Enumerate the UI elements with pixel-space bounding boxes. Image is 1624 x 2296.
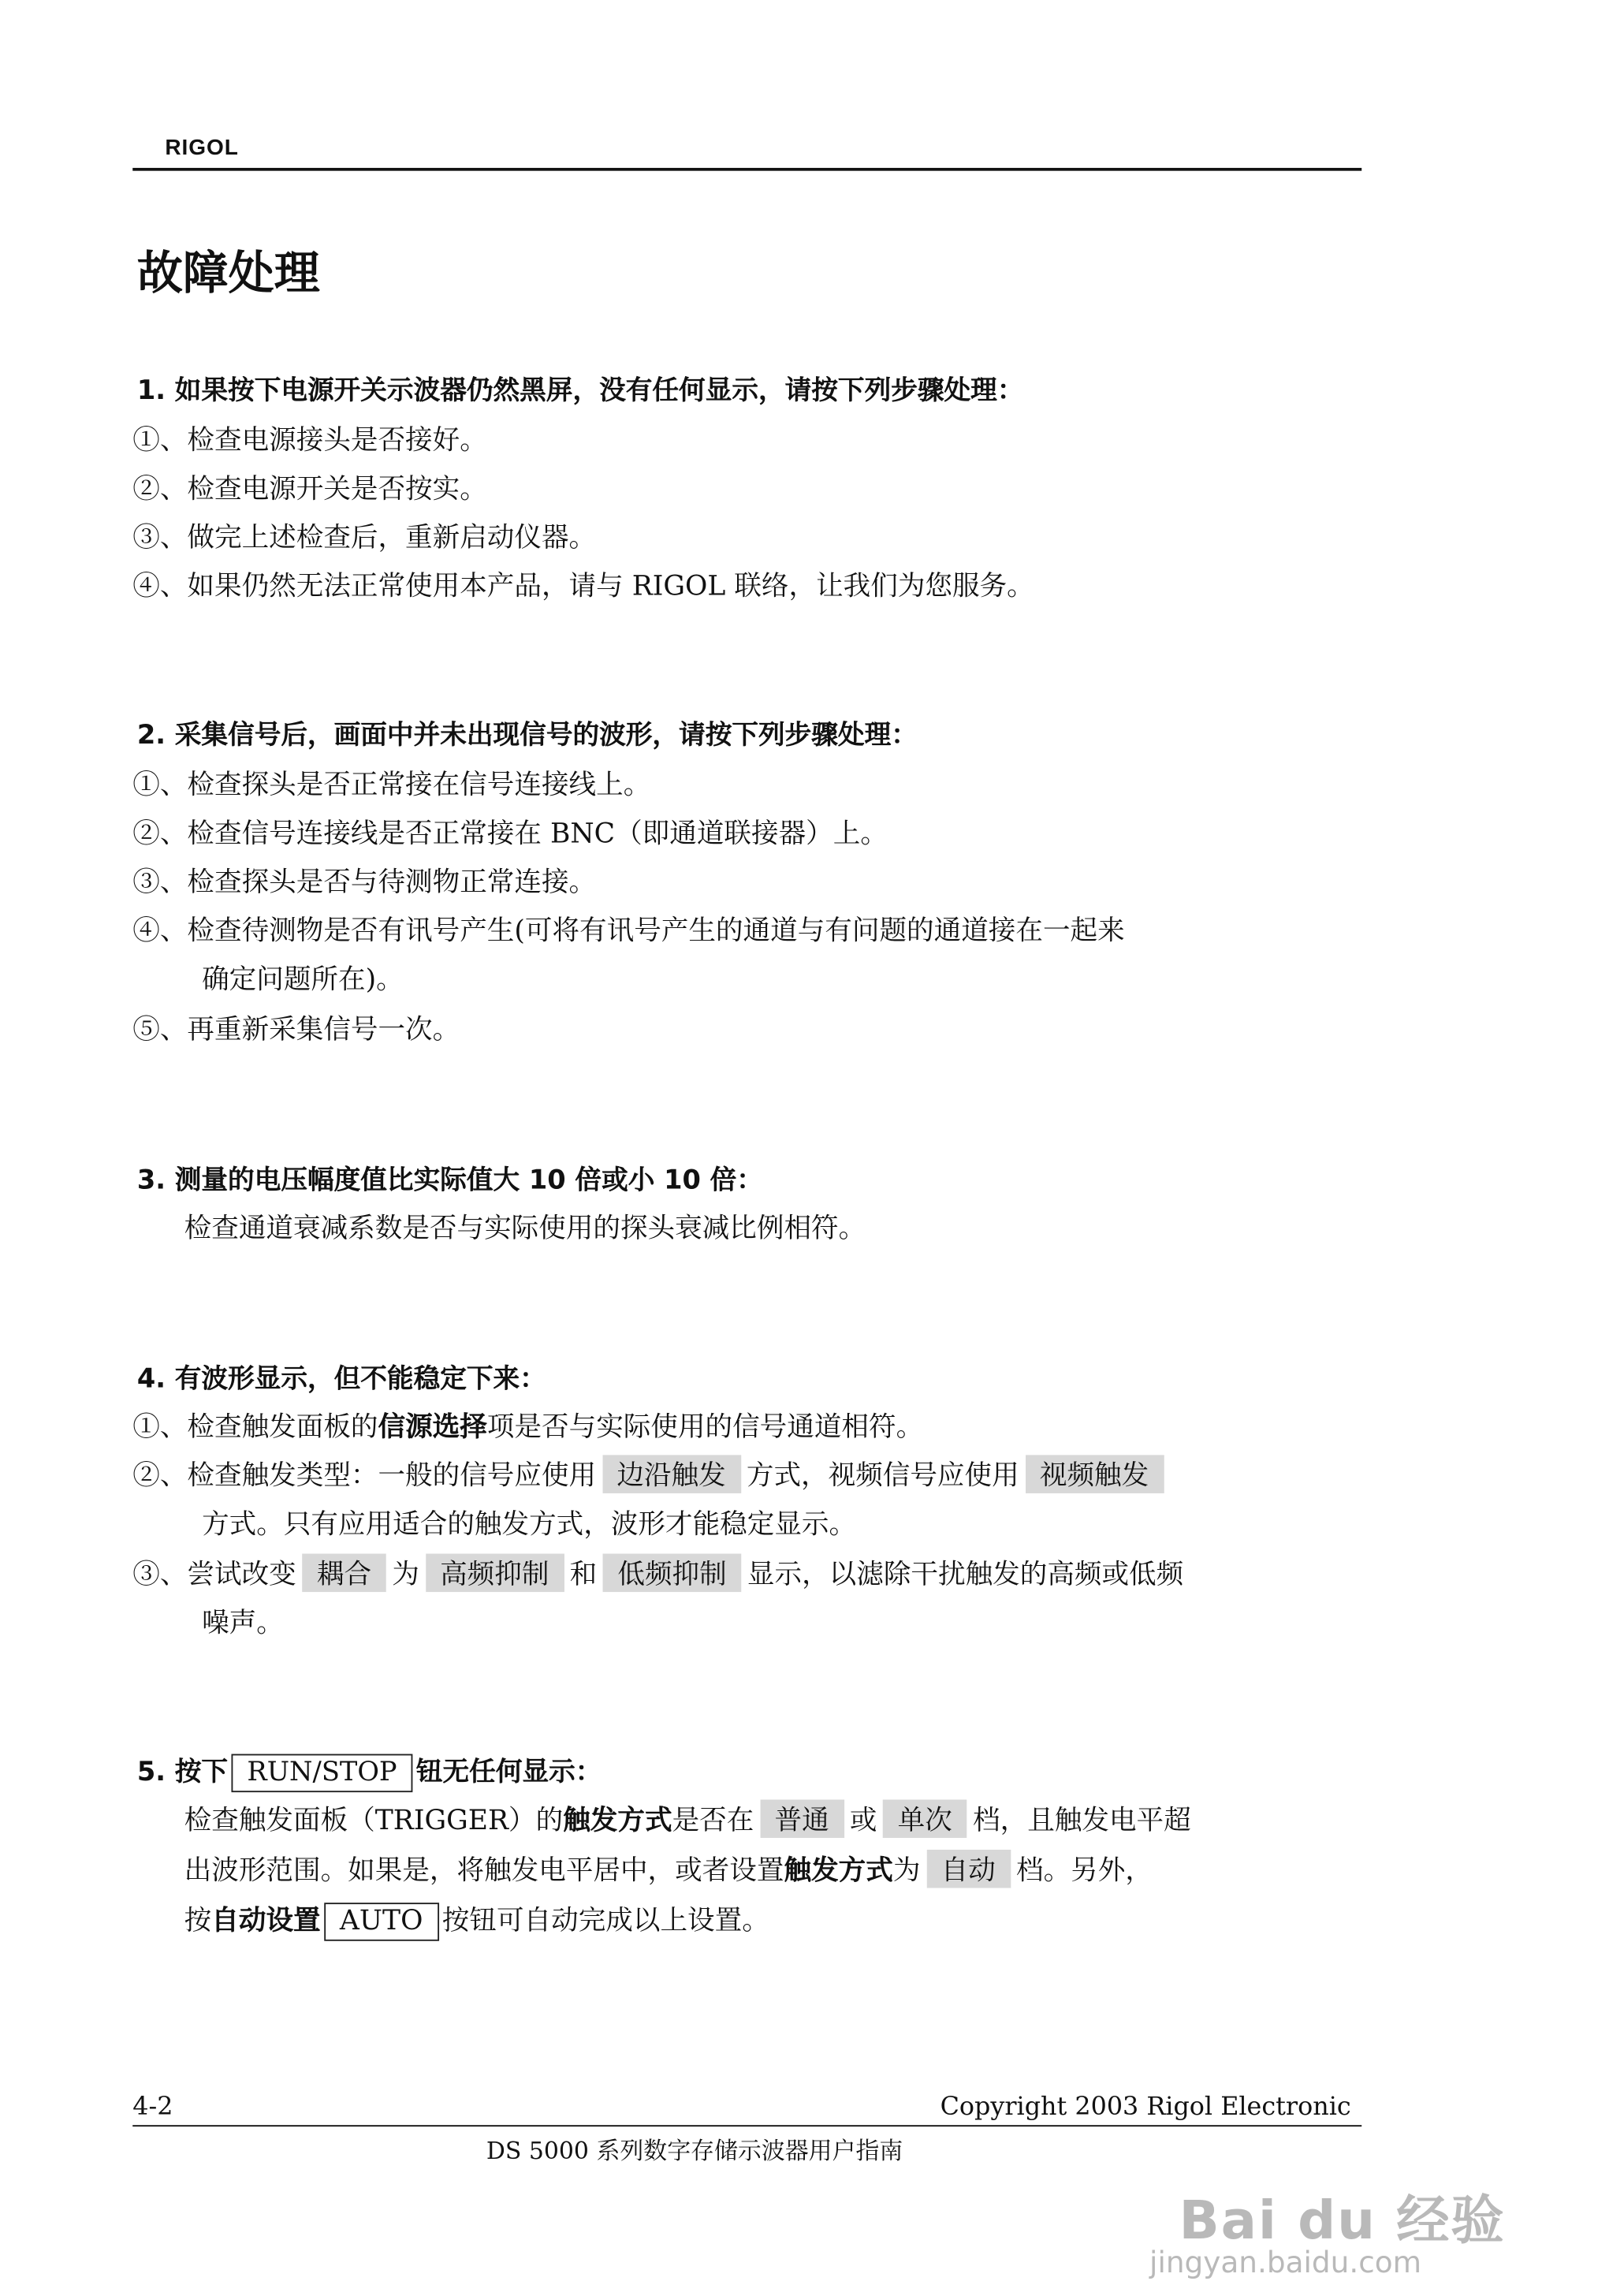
softkey-label: 边沿触发 (602, 1455, 741, 1493)
section-1-heading: 1. 如果按下电源开关示波器仍然黑屏，没有任何显示，请按下列步骤处理： (136, 375, 1024, 407)
section-2-item: ⑤、再重新采集信号一次。 (132, 1014, 460, 1046)
section-5-heading: 5. 按下 RUN/STOP 钮无任何显示： (137, 1751, 602, 1792)
softkey-label: 低频抑制 (603, 1554, 742, 1593)
section-4-item-3: ③、尝试改变 耦合 为 高频抑制 和 低频抑制 显示，以滤除干扰触发的高频或低频 (132, 1554, 1183, 1593)
section-5-line-3: 按自动设置 AUTO 按钮可自动完成以上设置。 (184, 1899, 769, 1940)
softkey-label: 视频触发 (1025, 1455, 1164, 1493)
section-5-line-1: 检查触发面板（TRIGGER）的触发方式是否在 普通 或 单次 档，且触发电平超 (184, 1799, 1191, 1838)
section-5-line-2: 出波形范围。如果是，将触发电平居中，或者设置触发方式为 自动 档。另外， (184, 1850, 1153, 1888)
watermark-url: jingyan.baidu.com (1149, 2244, 1422, 2280)
section-4-item-2-cont: 方式。只有应用适合的触发方式，波形才能稳定显示。 (202, 1509, 857, 1541)
auto-key-label: AUTO (323, 1903, 439, 1941)
brand-header: RIGOL (165, 135, 239, 161)
section-1-item: ①、检查电源接头是否接好。 (132, 425, 487, 457)
softkey-label: 单次 (883, 1799, 967, 1838)
section-4-item-2: ②、检查触发类型：一般的信号应使用 边沿触发 方式，视频信号应使用 视频触发 (132, 1455, 1169, 1493)
section-4-item-1: ①、检查触发面板的信源选择项是否与实际使用的信号通道相符。 (132, 1412, 924, 1444)
section-2-item: ③、检查探头是否与待测物正常连接。 (132, 867, 597, 899)
manual-title: DS 5000 系列数字存储示波器用户指南 (486, 2137, 903, 2165)
section-2-item: ②、检查信号连接线是否正常接在 BNC（即通道联接器）上。 (132, 818, 888, 850)
copyright-text: Copyright 2003 Rigol Electronic (940, 2093, 1351, 2123)
footer-rule (132, 2125, 1361, 2126)
section-3-text: 检查通道衰减系数是否与实际使用的探头衰减比例相符。 (184, 1213, 866, 1245)
run-stop-key-label: RUN/STOP (231, 1754, 413, 1793)
section-4-heading: 4. 有波形显示，但不能稳定下来： (136, 1363, 546, 1395)
page-number: 4-2 (132, 2093, 173, 2123)
section-2-heading: 2. 采集信号后，画面中并未出现信号的波形，请按下列步骤处理： (136, 720, 918, 751)
softkey-label: 高频抑制 (425, 1554, 564, 1593)
softkey-label: 普通 (760, 1799, 844, 1838)
section-1-item: ④、如果仍然无法正常使用本产品，请与 RIGOL 联络，让我们为您服务。 (132, 571, 1034, 602)
page-title: 故障处理 (136, 247, 320, 301)
section-3-heading: 3. 测量的电压幅度值比实际值大 10 倍或小 10 倍： (136, 1165, 763, 1196)
section-2-item-cont: 确定问题所在)。 (202, 964, 404, 996)
section-2-item: ④、检查待测物是否有讯号产生(可将有讯号产生的通道与有问题的通道接在一起来 (132, 915, 1125, 947)
section-4-item-3-cont: 噪声。 (202, 1608, 284, 1639)
baidu-jingyan-watermark-logo: Bai du 经验 (1179, 2191, 1506, 2252)
section-1-item: ②、检查电源开关是否按实。 (132, 474, 487, 505)
softkey-label: 自动 (926, 1850, 1011, 1888)
section-1-item: ③、做完上述检查后，重新启动仪器。 (132, 523, 597, 554)
menu-term: 信源选择 (378, 1412, 487, 1444)
softkey-label: 耦合 (302, 1554, 386, 1593)
section-2-item: ①、检查探头是否正常接在信号连接线上。 (132, 770, 651, 802)
header-rule (132, 168, 1361, 171)
